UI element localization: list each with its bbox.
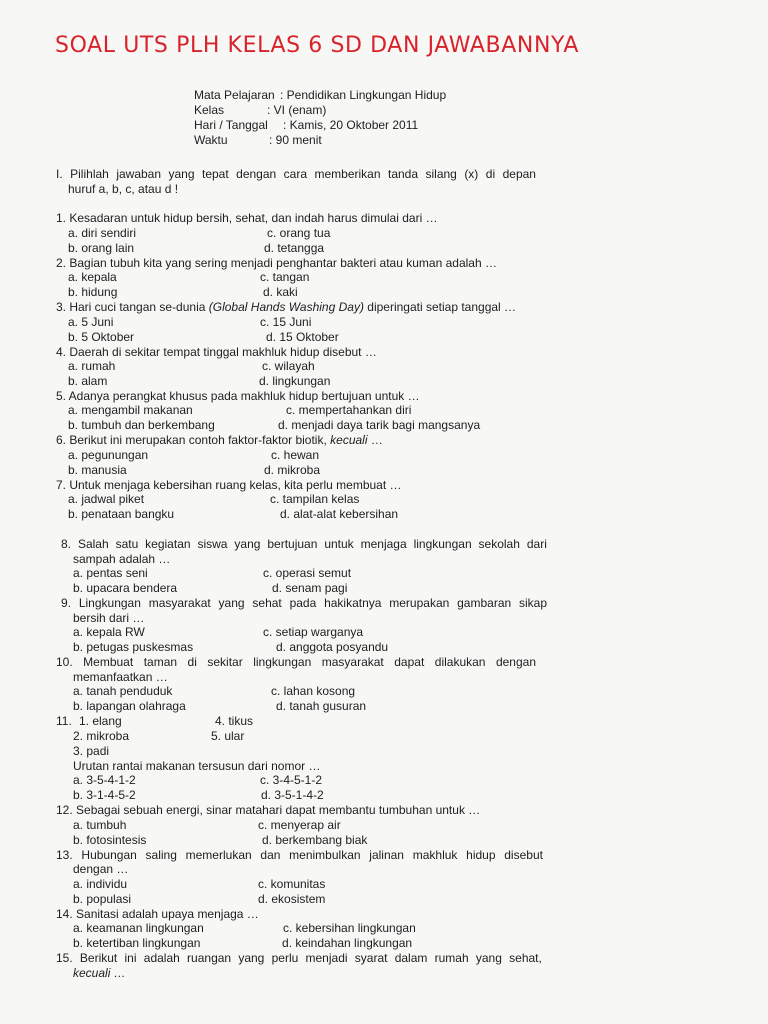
word: menjaga [360, 537, 407, 551]
option-2c: c. tangan [260, 270, 310, 284]
option-8a: a. pentas seni [73, 566, 148, 580]
option-12d: d. berkembang biak [262, 833, 368, 847]
question-3 [56, 300, 516, 314]
word: cara [283, 167, 308, 181]
option-8b: b. upacara bendera [73, 581, 178, 595]
question-text: diperingati setiap tanggal … [363, 300, 517, 314]
question-text: 6. Berikut ini merupakan contoh faktor-faktor biotik, [56, 433, 331, 447]
word: bertujuan [267, 537, 318, 551]
info-row-day [194, 118, 419, 133]
question-10-line-2: memanfaatkan … [73, 670, 168, 684]
info-row-class [194, 103, 327, 118]
question-11-number: 11. [56, 714, 72, 728]
word: jawaban [116, 167, 162, 181]
option-13d: d. ekosistem [258, 892, 326, 906]
option-7b: b. penataan bangku [68, 507, 175, 521]
info-value: : 90 menit [269, 133, 322, 147]
option-14b: b. ketertiban lingkungan [73, 936, 201, 950]
food-chain-item-4: 4. tikus [215, 714, 254, 728]
option-11d: d. 3-5-1-4-2 [261, 788, 324, 802]
word: memberikan [314, 167, 381, 181]
word: yang [168, 167, 195, 181]
option-6a: a. pegunungan [68, 448, 149, 462]
word: hidup [466, 848, 496, 862]
word: ruangan [187, 951, 232, 965]
question-5: 5. Adanya perangkat khusus pada makhluk hidup bertujuan untuk … [56, 389, 420, 403]
option-11c: c. 3-4-5-1-2 [260, 773, 323, 787]
option-5d: d. menjadi daya tarik bagi mangsanya [278, 418, 481, 432]
word: sehat, [509, 951, 542, 965]
question-12: 12. Sebagai sebuah energi, sinar matahari dapat membantu tumbuhan untuk … [56, 803, 481, 817]
word: hakikatnya [324, 596, 382, 610]
question-10 [56, 655, 536, 669]
question-8 [61, 537, 547, 551]
option-10b: b. lapangan olahraga [73, 699, 186, 713]
info-label: Hari / Tanggal [194, 118, 268, 132]
word: 10. [56, 655, 73, 669]
option-3a: a. 5 Juni [68, 315, 114, 329]
word: taman [143, 655, 178, 669]
word: dalam [394, 951, 428, 965]
word: Salah [77, 537, 109, 551]
option-14a: a. keamanan lingkungan [73, 921, 204, 935]
word: dari [526, 537, 547, 551]
question-15-line-2: kecuali … [73, 966, 126, 980]
food-chain-item-2: 2. mikroba [73, 729, 130, 743]
food-chain-item-1: 1. elang [79, 714, 122, 728]
word: di [485, 167, 496, 181]
word: sikap [518, 596, 547, 610]
word: Lingkungan [78, 596, 141, 610]
word: Pilihlah [70, 167, 109, 181]
option-3d: d. 15 Oktober [266, 330, 339, 344]
word: I. [56, 167, 63, 181]
option-6c: c. hewan [271, 448, 320, 462]
word: rumah [434, 951, 469, 965]
word: 13. [56, 848, 73, 862]
option-5c: c. mempertahankan diri [286, 403, 412, 417]
info-label: Waktu [194, 133, 228, 147]
option-8c: c. operasi semut [263, 566, 352, 580]
word: saling [145, 848, 177, 862]
option-12a: a. tumbuh [73, 818, 127, 832]
word: sekitar [207, 655, 243, 669]
word: depan [502, 167, 536, 181]
option-8d: d. senam pagi [272, 581, 348, 595]
info-value: : Pendidikan Lingkungan Hidup [280, 88, 447, 102]
option-5b: b. tumbuh dan berkembang [68, 418, 215, 432]
word: menimbulkan [289, 848, 361, 862]
word: Hubungan [81, 848, 137, 862]
option-10c: c. lahan kosong [271, 684, 356, 698]
option-5a: a. mengambil makanan [68, 403, 193, 417]
word: lingkungan [253, 655, 312, 669]
word: pada [289, 596, 317, 610]
word: (x) [464, 167, 479, 181]
info-row-subject [194, 88, 447, 103]
word: silang [425, 167, 457, 181]
info-label: Kelas [194, 103, 225, 117]
option-14d: d. keindahan lingkungan [282, 936, 413, 950]
question-emphasis: kecuali [330, 433, 368, 447]
question-13-line-2: dengan … [73, 862, 129, 876]
word: tanda [387, 167, 419, 181]
exam-info-block [194, 88, 447, 148]
question-1: 1. Kesadaran untuk hidup bersih, sehat, dan indah harus dimulai dari … [56, 211, 438, 225]
option-3c: c. 15 Juni [260, 315, 312, 329]
option-9b: b. petugas puskesmas [73, 640, 194, 654]
food-chain-item-3: 3. padi [73, 744, 110, 758]
instruction-line-2: huruf a, b, c, atau d ! [68, 182, 179, 196]
question-8-line-2: sampah adalah … [73, 552, 171, 566]
word: masyarakat [148, 596, 211, 610]
word: memerlukan [185, 848, 252, 862]
word: di [187, 655, 197, 669]
word: masyarakat [321, 655, 384, 669]
option-7c: c. tampilan kelas [270, 492, 360, 506]
word: yang [475, 951, 502, 965]
option-13b: b. populasi [73, 892, 132, 906]
word: satu [115, 537, 139, 551]
instruction-line [56, 167, 536, 181]
option-1b: b. orang lain [68, 241, 135, 255]
option-3b: b. 5 Oktober [68, 330, 135, 344]
word: 9. [61, 596, 72, 610]
word: yang [234, 537, 261, 551]
word: dapat [394, 655, 425, 669]
question-emphasis: (Global Hands Washing Day) [208, 300, 364, 314]
option-10a: a. tanah penduduk [73, 684, 173, 698]
word: 8. [61, 537, 72, 551]
question-9-line-2: bersih dari … [73, 611, 145, 625]
option-9d: d. anggota posyandu [276, 640, 389, 654]
option-10d: d. tanah gusuran [276, 699, 367, 713]
option-14c: c. kebersihan lingkungan [283, 921, 416, 935]
question-2: 2. Bagian tubuh kita yang sering menjadi penghantar bakteri atau kuman adalah … [56, 256, 497, 270]
question-11: Urutan rantai makanan tersusun dari nomor … [73, 759, 321, 773]
info-value: : VI (enam) [267, 103, 327, 117]
option-13c: c. komunitas [258, 877, 326, 891]
word: kegiatan [145, 537, 191, 551]
option-1d: d. tetangga [264, 241, 325, 255]
option-2b: b. hidung [68, 285, 118, 299]
option-2d: d. kaki [263, 285, 298, 299]
question-6 [56, 433, 383, 447]
option-4b: b. alam [68, 374, 108, 388]
info-label: Mata Pelajaran [194, 88, 275, 102]
question-15 [56, 951, 542, 965]
option-12b: b. fotosintesis [73, 833, 147, 847]
word: menjadi [305, 951, 348, 965]
word: dengan [495, 655, 536, 669]
option-1c: c. orang tua [267, 226, 331, 240]
option-9c: c. setiap warganya [263, 625, 364, 639]
word: sekolah [478, 537, 520, 551]
document-title: SOAL UTS PLH KELAS 6 SD DAN JAWABANNYA [55, 33, 579, 58]
option-11b: b. 3-1-4-5-2 [73, 788, 136, 802]
word: tepat [201, 167, 229, 181]
word: gambaran [457, 596, 512, 610]
word: syarat [354, 951, 388, 965]
food-chain-item-5: 5. ular [211, 729, 245, 743]
option-7d: d. alat-alat kebersihan [280, 507, 399, 521]
option-4a: a. rumah [68, 359, 116, 373]
question-14: 14. Sanitasi adalah upaya menjaga … [56, 907, 259, 921]
option-12c: c. menyerap air [258, 818, 341, 832]
word: adalah [143, 951, 180, 965]
question-text: 3. Hari cuci tangan se-dunia [56, 300, 209, 314]
word: yang [218, 596, 245, 610]
word: perlu [271, 951, 299, 965]
option-6d: d. mikroba [264, 463, 321, 477]
option-1a: a. diri sendiri [68, 226, 137, 240]
word: siswa [197, 537, 228, 551]
word: merupakan [389, 596, 450, 610]
word: lingkungan [413, 537, 472, 551]
question-9 [61, 596, 547, 610]
option-4c: c. wilayah [262, 359, 315, 373]
question-13 [56, 848, 543, 862]
word: yang [238, 951, 265, 965]
option-6b: b. manusia [68, 463, 127, 477]
word: dengan [236, 167, 277, 181]
option-11a: a. 3-5-4-1-2 [73, 773, 136, 787]
question-7: 7. Untuk menjaga kebersihan ruang kelas, kita perlu membuat … [56, 478, 402, 492]
word: ini [124, 951, 137, 965]
word: jalinan [369, 848, 404, 862]
option-9a: a. kepala RW [73, 625, 145, 639]
word: 15. [56, 951, 73, 965]
option-2a: a. kepala [68, 270, 117, 284]
info-row-time [194, 133, 322, 148]
word: disebut [504, 848, 543, 862]
word: makhluk [412, 848, 458, 862]
word: dilakukan [434, 655, 486, 669]
word: sehat [252, 596, 282, 610]
word: dan [260, 848, 281, 862]
word: untuk [324, 537, 354, 551]
question-text: … [367, 433, 383, 447]
question-4: 4. Daerah di sekitar tempat tinggal makhluk hidup disebut … [56, 345, 377, 359]
option-7a: a. jadwal piket [68, 492, 145, 506]
word: Berikut [79, 951, 118, 965]
option-4d: d. lingkungan [259, 374, 331, 388]
option-13a: a. individu [73, 877, 128, 891]
word: Membuat [83, 655, 134, 669]
info-value: : Kamis, 20 Oktober 2011 [283, 118, 419, 132]
